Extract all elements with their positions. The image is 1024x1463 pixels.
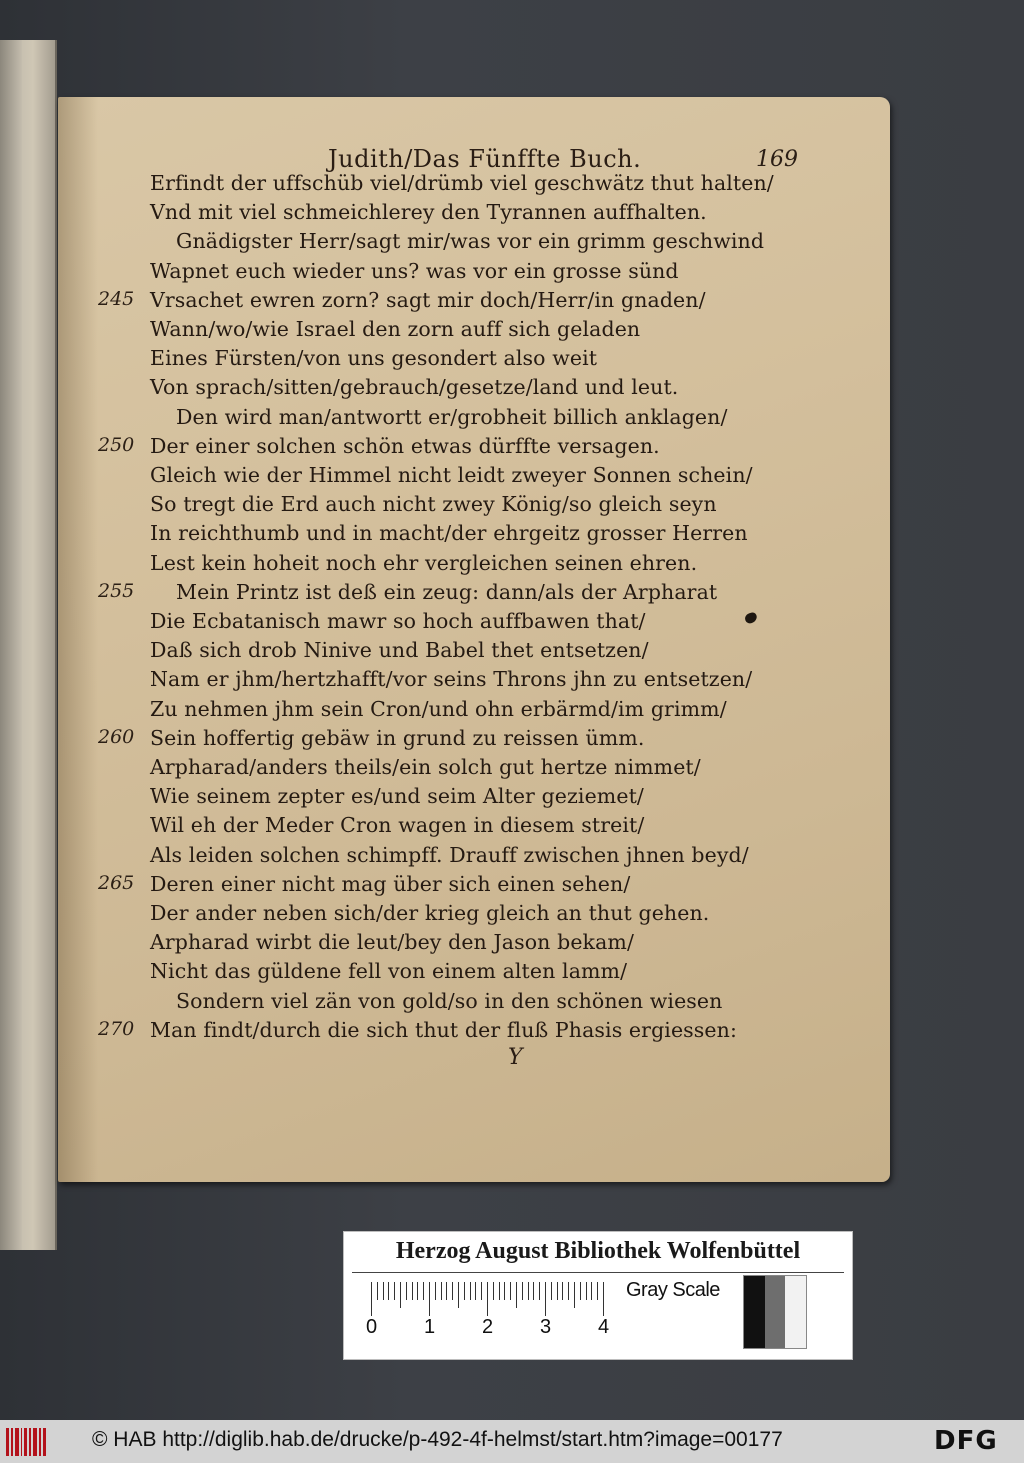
ruler-tick xyxy=(475,1282,476,1300)
ruler-tick xyxy=(504,1282,505,1300)
ruler-tick xyxy=(400,1282,401,1308)
verse-line: Sondern viel zän von gold/so in den schönen wiesen xyxy=(176,988,723,1013)
ruler-number: 2 xyxy=(482,1316,494,1338)
line-number: 260 xyxy=(98,725,135,748)
verse-line: Wie seinem zepter es/und seim Alter geziemet/ xyxy=(150,784,644,809)
ruler-tick xyxy=(522,1282,523,1300)
line-number: 270 xyxy=(98,1017,135,1040)
barcode-bar xyxy=(29,1428,31,1456)
verse-line: Der einer solchen schön etwas dürffte versagen. xyxy=(150,433,660,458)
ruler-tick xyxy=(493,1282,494,1300)
ruler-tick xyxy=(586,1282,587,1300)
verse-line: Vnd mit viel schmeichlerey den Tyrannen auffhalten. xyxy=(150,200,707,225)
ruler-tick xyxy=(516,1282,517,1308)
barcode-bar xyxy=(24,1428,27,1456)
ruler-tick xyxy=(429,1282,430,1316)
ruler-tick xyxy=(458,1282,459,1308)
hab-barcode-icon[interactable] xyxy=(6,1428,50,1456)
barcode-bar xyxy=(43,1428,46,1456)
gray-swatch xyxy=(765,1276,786,1348)
verse-line: Nicht das güldene fell von einem alten lamm/ xyxy=(150,959,628,984)
printer-signature: Y xyxy=(508,1045,523,1070)
ruler-tick xyxy=(394,1282,395,1300)
verse-line: Vrsachet ewren zorn? sagt mir doch/Herr/in gnaden/ xyxy=(150,287,706,312)
ruler-number: 4 xyxy=(598,1316,610,1338)
ruler-tick xyxy=(452,1282,453,1300)
ruler-tick xyxy=(412,1282,413,1300)
verse-line: Lest kein hoheit noch ehr vergleichen seinen ehren. xyxy=(150,550,698,575)
ruler-tick xyxy=(580,1282,581,1300)
verse-line: Von sprach/sitten/gebrauch/gesetze/land und leut. xyxy=(150,375,679,400)
line-number: 250 xyxy=(98,433,135,456)
ink-blot xyxy=(744,611,759,625)
ruler-tick xyxy=(441,1282,442,1300)
library-color-card xyxy=(343,1231,853,1360)
gray-swatch xyxy=(785,1276,806,1348)
gray-scale-swatches xyxy=(743,1275,807,1349)
library-name: Herzog August Bibliothek Wolfenbüttel xyxy=(395,1238,801,1264)
ruler-tick xyxy=(551,1282,552,1300)
verse-line: Gnädigster Herr/sagt mir/was vor ein grimm geschwind xyxy=(176,229,765,254)
ruler-tick xyxy=(383,1282,384,1300)
barcode-bar xyxy=(39,1428,41,1456)
barcode-bar xyxy=(33,1428,37,1456)
ruler-tick xyxy=(574,1282,575,1308)
ruler-tick xyxy=(562,1282,563,1300)
dfg-logo[interactable]: DFG xyxy=(934,1426,998,1456)
barcode-bar xyxy=(21,1428,22,1456)
ruler-tick xyxy=(371,1282,372,1316)
barcode-bar xyxy=(11,1428,13,1456)
verse-line: Nam er jhm/hertzhafft/vor seins Throns jhn zu entsetzen/ xyxy=(150,667,753,692)
verse-line: Als leiden solchen schimpff. Drauff zwischen jhnen beyd/ xyxy=(150,842,749,867)
verse-line: Arpharad/anders theils/ein solch gut hertze nimmet/ xyxy=(150,755,701,779)
ruler-tick xyxy=(435,1282,436,1300)
verse-line: Mein Printz ist deß ein zeug: dann/als der Arpharat xyxy=(176,579,718,604)
ruler-tick xyxy=(388,1282,389,1300)
book-page xyxy=(58,97,890,1182)
verse-line: Wann/wo/wie Israel den zorn auff sich geladen xyxy=(150,317,641,341)
ruler-tick xyxy=(510,1282,511,1300)
measurement-ruler xyxy=(366,1282,611,1338)
ruler-tick xyxy=(603,1282,604,1316)
line-number: 255 xyxy=(98,579,135,602)
ruler-number: 0 xyxy=(366,1316,378,1338)
ruler-tick xyxy=(470,1282,471,1300)
gray-scale-label: Gray Scale xyxy=(626,1279,720,1301)
page-gutter-shadow xyxy=(58,97,98,1182)
verse-line: Der ander neben sich/der krieg gleich an thut gehen. xyxy=(150,901,710,925)
verse-line: Wapnet euch wieder uns? was vor ein grosse sünd xyxy=(150,258,679,283)
copyright-url[interactable]: © HAB http://diglib.hab.de/drucke/p-492-4f-helmst/start.htm?image=00177 xyxy=(92,1428,783,1451)
verse-line: Deren einer nicht mag über sich einen sehen/ xyxy=(150,871,631,896)
ruler-tick xyxy=(591,1282,592,1300)
page-number: 169 xyxy=(756,147,798,172)
gray-swatch xyxy=(744,1276,765,1348)
ruler-tick xyxy=(481,1282,482,1300)
ruler-tick xyxy=(533,1282,534,1300)
verse-line: Daß sich drob Ninive und Babel thet entsetzen/ xyxy=(150,638,649,663)
barcode-bar xyxy=(15,1428,19,1456)
running-head: Judith/Das Fünffte Buch. xyxy=(328,145,642,173)
line-number: 265 xyxy=(98,871,135,894)
ruler-number: 3 xyxy=(540,1316,552,1338)
ruler-tick xyxy=(539,1282,540,1300)
verse-line: Man findt/durch die sich thut der fluß Phasis ergiessen: xyxy=(150,1017,737,1042)
ruler-number: 1 xyxy=(424,1316,436,1338)
verse-line: Arpharad wirbt die leut/bey den Jason bekam/ xyxy=(150,930,634,955)
ruler-tick xyxy=(545,1282,546,1316)
ruler-tick xyxy=(487,1282,488,1316)
verse-line: Eines Fürsten/von uns gesondert also weit xyxy=(150,346,598,371)
previous-page-shadow xyxy=(0,40,22,1250)
verse-line: Wil eh der Meder Cron wagen in diesem streit/ xyxy=(150,813,645,838)
card-divider xyxy=(352,1272,844,1273)
barcode-bar xyxy=(6,1428,9,1456)
ruler-tick xyxy=(499,1282,500,1300)
viewer-footer xyxy=(0,1420,1024,1463)
verse-line: Den wird man/antwortt er/grobheit billich anklagen/ xyxy=(176,404,728,429)
verse-line: In reichthumb und in macht/der ehrgeitz grosser Herren xyxy=(150,521,748,546)
ruler-tick xyxy=(568,1282,569,1300)
verse-line: Die Ecbatanisch mawr so hoch auffbawen that/ xyxy=(150,609,646,633)
ruler-tick xyxy=(417,1282,418,1300)
verse-line: Erfindt der uffschüb viel/drümb viel geschwätz thut halten/ xyxy=(150,171,774,195)
ruler-tick xyxy=(557,1282,558,1300)
ruler-tick xyxy=(406,1282,407,1300)
verse-line: So tregt die Erd auch nicht zwey König/so gleich seyn xyxy=(150,492,717,517)
verse-line: Sein hoffertig gebäw in grund zu reissen ümm. xyxy=(150,725,645,750)
ruler-tick xyxy=(423,1282,424,1300)
ruler-tick xyxy=(377,1282,378,1300)
line-number: 245 xyxy=(98,287,135,310)
ruler-tick xyxy=(446,1282,447,1300)
verse-line: Gleich wie der Himmel nicht leidt zweyer Sonnen schein/ xyxy=(150,463,753,487)
ruler-tick xyxy=(528,1282,529,1300)
ruler-tick xyxy=(597,1282,598,1300)
verse-line: Zu nehmen jhm sein Cron/und ohn erbärmd/im grimm/ xyxy=(150,696,727,721)
ruler-tick xyxy=(464,1282,465,1300)
